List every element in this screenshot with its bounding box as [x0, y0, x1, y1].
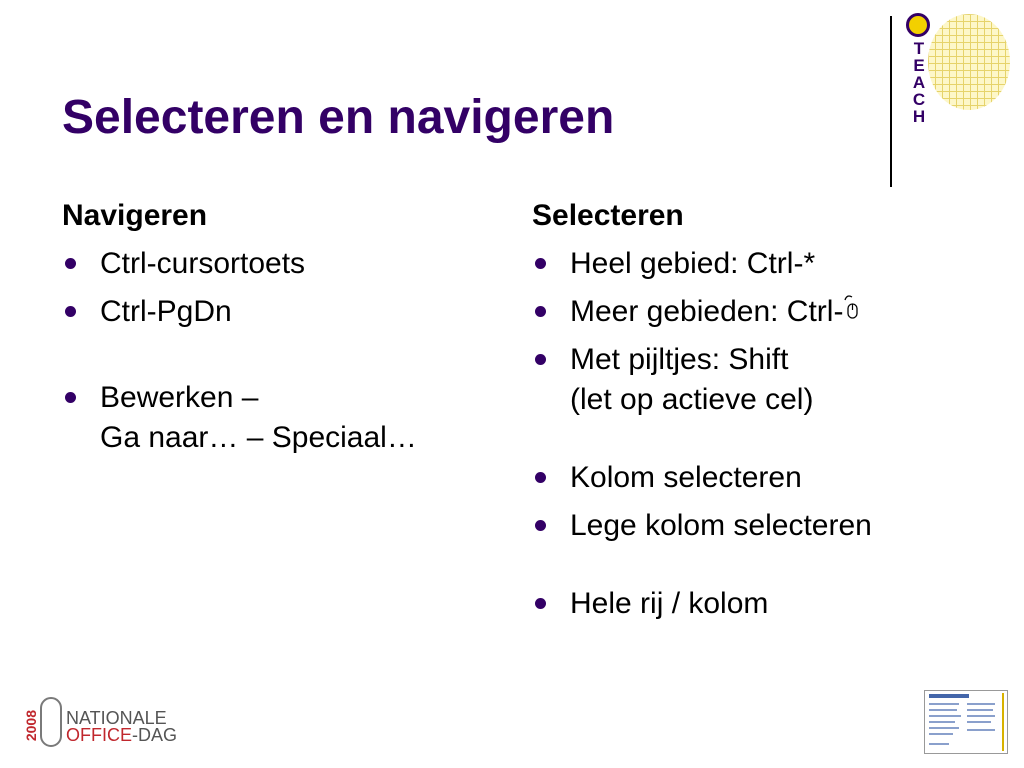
slide-title: Selecteren en navigeren — [62, 91, 615, 144]
list-item — [532, 292, 1002, 332]
list-item — [62, 244, 502, 284]
teach-logo-grid — [928, 14, 1010, 110]
list-item — [532, 584, 1002, 624]
list-item-text: (let op actieve cel) — [570, 383, 814, 416]
list-item-text: Heel gebied: Ctrl-* — [570, 247, 816, 280]
thumbnail-line — [967, 729, 995, 731]
mouse-icon — [843, 294, 859, 320]
footer-logo-line2 — [66, 726, 177, 744]
thumbnail-line — [929, 703, 959, 705]
thumbnail-sidebar — [1002, 693, 1004, 751]
thumbnail-line — [967, 715, 995, 717]
list-item — [62, 378, 502, 458]
list-item-text: Met pijltjes: Shift — [570, 343, 789, 376]
teach-logo-wordmark — [909, 40, 929, 125]
thumbnail-line — [929, 733, 953, 735]
footer-logo-office: OFFICE — [66, 725, 132, 745]
navigeren-column — [62, 196, 502, 466]
footer-logo-line1: NATIONALE — [66, 708, 167, 728]
thumbnail-line — [929, 709, 957, 711]
list-item-text: Hele rij / kolom — [570, 587, 769, 620]
document-thumbnail — [924, 690, 1008, 754]
list-item-text: Ctrl-PgDn — [100, 295, 232, 328]
bullet-icon — [535, 306, 546, 317]
bullet-icon — [535, 472, 546, 483]
thumbnail-line — [929, 743, 949, 745]
list-item-text-with-icon — [570, 292, 1002, 332]
logo-letter: C — [912, 90, 926, 109]
list-item-text: Meer gebieden: Ctrl- — [570, 295, 844, 328]
logo-letter: E — [913, 56, 925, 75]
logo-letter: H — [912, 107, 926, 126]
thumbnail-line — [929, 715, 961, 717]
list-item — [532, 244, 1002, 284]
thumbnail-header — [929, 694, 969, 698]
thumbnail-line — [929, 721, 955, 723]
list-item — [532, 458, 1002, 498]
bullet-icon — [65, 258, 76, 269]
thumbnail-line — [929, 727, 959, 729]
list-item-text: Kolom selecteren — [570, 461, 802, 494]
list-item — [532, 340, 1002, 420]
footer-year: 2008 — [23, 710, 39, 742]
thumbnail-line — [967, 703, 995, 705]
teach-logo-circle — [906, 13, 930, 37]
list-item-text: Bewerken – — [100, 381, 259, 414]
bullet-icon — [535, 354, 546, 365]
thumbnail-line — [967, 709, 993, 711]
header-divider — [890, 16, 892, 187]
bullet-icon — [535, 520, 546, 531]
list-item — [62, 292, 502, 332]
selecteren-list — [532, 244, 1002, 624]
list-item — [532, 506, 1002, 546]
paperclip-logo-icon — [40, 697, 62, 747]
navigeren-list — [62, 244, 502, 458]
list-item-text: Lege kolom selecteren — [570, 509, 872, 542]
list-item-text: Ga naar… – Speciaal… — [100, 421, 417, 454]
bullet-icon — [535, 598, 546, 609]
bullet-icon — [65, 306, 76, 317]
logo-letter: T — [913, 39, 925, 58]
list-item-text: Ctrl-cursortoets — [100, 247, 306, 280]
logo-letter: A — [912, 73, 926, 92]
bullet-icon — [65, 392, 76, 403]
footer-logo-dag: -DAG — [132, 725, 177, 745]
thumbnail-line — [967, 721, 991, 723]
selecteren-heading: Selecteren — [532, 199, 684, 232]
navigeren-heading: Navigeren — [62, 199, 208, 232]
selecteren-column — [532, 196, 1002, 632]
bullet-icon — [535, 258, 546, 269]
